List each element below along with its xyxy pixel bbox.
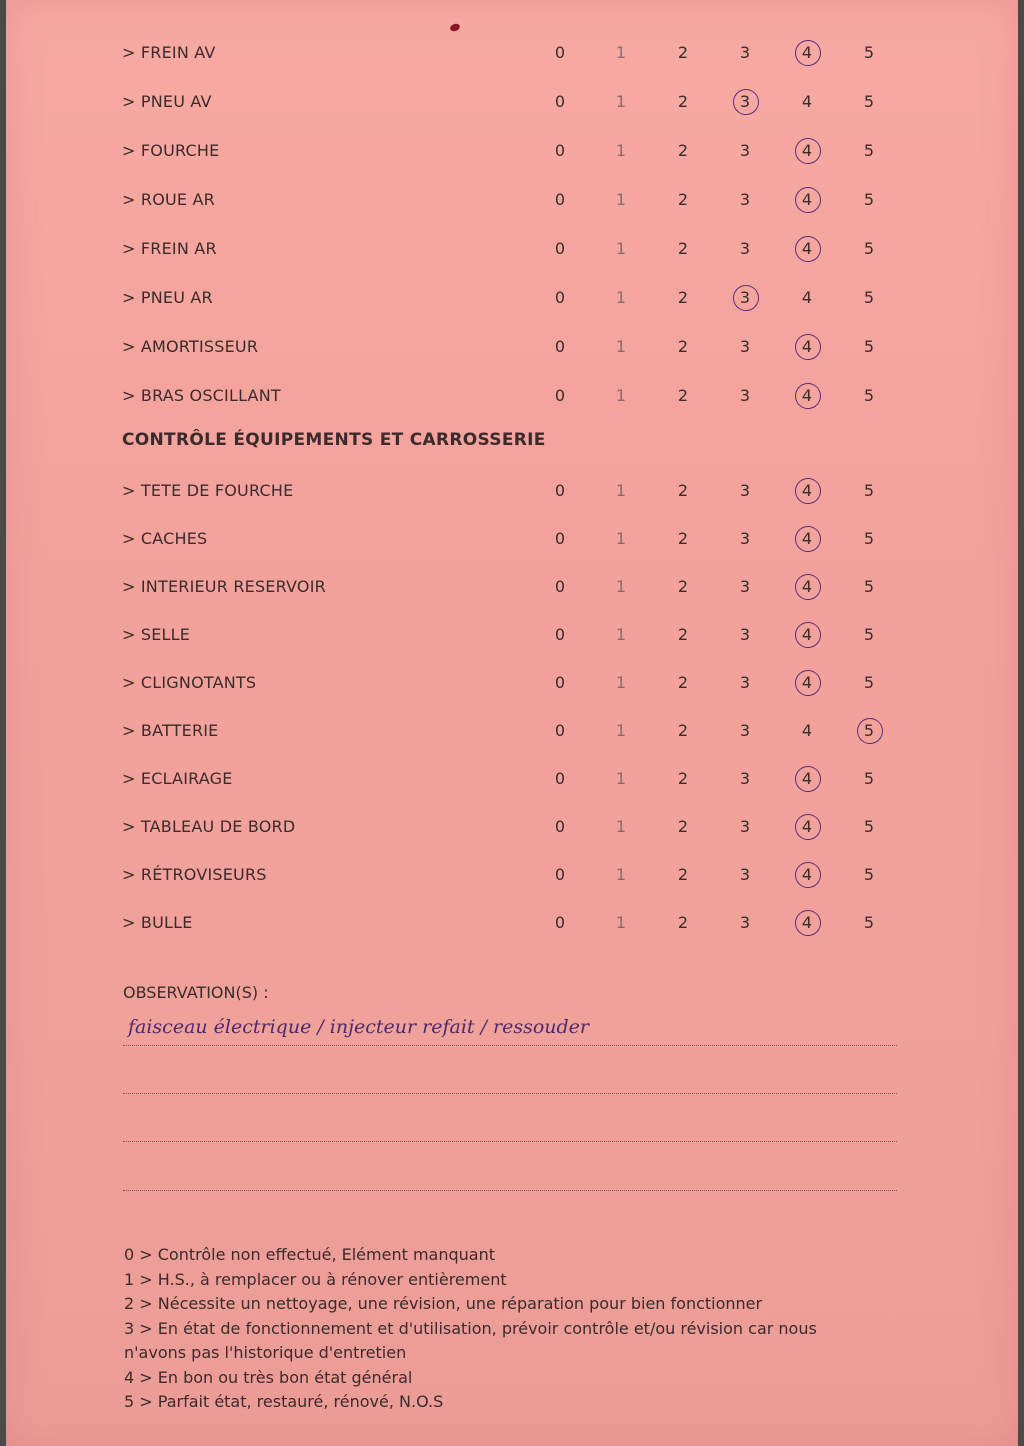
score-option[interactable]: 1 bbox=[615, 721, 627, 740]
score-option[interactable]: 1 bbox=[615, 913, 627, 932]
score-option[interactable]: 1 bbox=[615, 386, 627, 405]
checklist-row bbox=[6, 525, 1018, 555]
score-option[interactable]: 2 bbox=[677, 337, 689, 356]
score-option[interactable]: 1 bbox=[615, 92, 627, 111]
checklist-row bbox=[6, 235, 1018, 265]
observation-line bbox=[123, 1141, 897, 1142]
checklist-item-label: > CLIGNOTANTS bbox=[122, 673, 257, 692]
checklist-item-label: > FOURCHE bbox=[122, 141, 220, 160]
score-option[interactable]: 2 bbox=[677, 577, 689, 596]
checklist-row bbox=[6, 909, 1018, 939]
score-option[interactable]: 5 bbox=[863, 288, 875, 307]
score-option[interactable]: 5 bbox=[863, 625, 875, 644]
score-option[interactable]: 3 bbox=[739, 625, 751, 644]
score-option[interactable]: 3 bbox=[739, 769, 751, 788]
handwritten-observation: faisceau électrique / injecteur refait / ressouder bbox=[128, 1016, 590, 1038]
circled-score[interactable]: 4 bbox=[792, 141, 822, 160]
checklist-row bbox=[6, 88, 1018, 118]
score-option[interactable]: 3 bbox=[739, 577, 751, 596]
circled-score[interactable]: 4 bbox=[792, 43, 822, 62]
score-option[interactable]: 1 bbox=[615, 288, 627, 307]
circled-score[interactable]: 4 bbox=[792, 529, 822, 548]
score-option[interactable]: 2 bbox=[677, 141, 689, 160]
score-option[interactable]: 4 bbox=[801, 92, 813, 111]
score-option[interactable]: 3 bbox=[739, 721, 751, 740]
score-option[interactable]: 0 bbox=[554, 141, 566, 160]
legend-line: 4 > En bon ou très bon état général bbox=[124, 1367, 413, 1387]
score-option[interactable]: 0 bbox=[554, 92, 566, 111]
score-option[interactable]: 3 bbox=[739, 865, 751, 884]
checklist-item-label: > SELLE bbox=[122, 625, 191, 644]
inspection-sheet bbox=[6, 0, 1018, 1446]
circled-score[interactable]: 4 bbox=[792, 481, 822, 500]
score-option[interactable]: 0 bbox=[554, 769, 566, 788]
circled-score[interactable]: 5 bbox=[854, 721, 884, 740]
score-option[interactable]: 2 bbox=[677, 43, 689, 62]
score-option[interactable]: 1 bbox=[615, 239, 627, 258]
observations-title: OBSERVATION(S) : bbox=[123, 983, 269, 1002]
circled-score[interactable]: 4 bbox=[792, 190, 822, 209]
circled-score[interactable]: 4 bbox=[792, 386, 822, 405]
score-option[interactable]: 0 bbox=[554, 865, 566, 884]
score-option[interactable]: 3 bbox=[739, 337, 751, 356]
score-option[interactable]: 5 bbox=[863, 43, 875, 62]
score-option[interactable]: 1 bbox=[615, 817, 627, 836]
legend-line: 3 > En état de fonctionnement et d'utilisation, prévoir contrôle et/ou révision car nous bbox=[124, 1318, 817, 1338]
score-option[interactable]: 0 bbox=[554, 577, 566, 596]
checklist-item-label: > BRAS OSCILLANT bbox=[122, 386, 281, 405]
checklist-item-label: > TETE DE FOURCHE bbox=[122, 481, 294, 500]
score-option[interactable]: 2 bbox=[677, 239, 689, 258]
score-option[interactable]: 1 bbox=[615, 865, 627, 884]
score-option[interactable]: 2 bbox=[677, 673, 689, 692]
score-option[interactable]: 0 bbox=[554, 625, 566, 644]
score-option[interactable]: 1 bbox=[615, 529, 627, 548]
score-option[interactable]: 2 bbox=[677, 769, 689, 788]
score-option[interactable]: 2 bbox=[677, 288, 689, 307]
score-option[interactable]: 5 bbox=[863, 386, 875, 405]
score-option[interactable]: 4 bbox=[801, 721, 813, 740]
circled-score[interactable]: 4 bbox=[792, 239, 822, 258]
score-option[interactable]: 1 bbox=[615, 577, 627, 596]
legend-line: 1 > H.S., à remplacer ou à rénover entièrement bbox=[124, 1269, 507, 1289]
circled-score[interactable]: 4 bbox=[792, 769, 822, 788]
checklist-row bbox=[6, 813, 1018, 843]
section-title: CONTRÔLE ÉQUIPEMENTS ET CARROSSERIE bbox=[122, 430, 546, 450]
score-option[interactable]: 5 bbox=[863, 481, 875, 500]
circled-score[interactable]: 4 bbox=[792, 337, 822, 356]
score-option[interactable]: 5 bbox=[863, 239, 875, 258]
legend-line: 5 > Parfait état, restauré, rénové, N.O.S bbox=[124, 1392, 444, 1411]
circled-score[interactable]: 4 bbox=[792, 577, 822, 596]
score-option[interactable]: 2 bbox=[677, 625, 689, 644]
checklist-row bbox=[6, 382, 1018, 412]
score-option[interactable]: 0 bbox=[554, 673, 566, 692]
circled-score[interactable]: 4 bbox=[792, 865, 822, 884]
score-option[interactable]: 2 bbox=[677, 721, 689, 740]
checklist-item-label: > CACHES bbox=[122, 529, 208, 548]
circled-score[interactable]: 3 bbox=[730, 92, 760, 111]
legend-line: n'avons pas l'historique d'entretien bbox=[124, 1343, 407, 1362]
checklist-row bbox=[6, 477, 1018, 507]
score-option[interactable]: 2 bbox=[677, 529, 689, 548]
score-option[interactable]: 5 bbox=[863, 913, 875, 932]
score-option[interactable]: 5 bbox=[863, 865, 875, 884]
score-option[interactable]: 5 bbox=[863, 529, 875, 548]
score-option[interactable]: 5 bbox=[863, 673, 875, 692]
score-option[interactable]: 0 bbox=[554, 386, 566, 405]
score-option[interactable]: 0 bbox=[554, 529, 566, 548]
score-option[interactable]: 5 bbox=[863, 92, 875, 111]
checklist-item-label: > PNEU AR bbox=[122, 288, 213, 307]
score-option[interactable]: 3 bbox=[739, 141, 751, 160]
score-option[interactable]: 5 bbox=[863, 769, 875, 788]
checklist-item-label: > INTERIEUR RESERVOIR bbox=[122, 577, 326, 596]
score-option[interactable]: 0 bbox=[554, 190, 566, 209]
score-option[interactable]: 0 bbox=[554, 337, 566, 356]
score-option[interactable]: 0 bbox=[554, 481, 566, 500]
score-option[interactable]: 1 bbox=[615, 625, 627, 644]
score-option[interactable]: 2 bbox=[677, 481, 689, 500]
circled-score[interactable]: 4 bbox=[792, 673, 822, 692]
score-option[interactable]: 1 bbox=[615, 337, 627, 356]
score-option[interactable]: 3 bbox=[739, 43, 751, 62]
score-option[interactable]: 1 bbox=[615, 481, 627, 500]
score-option[interactable]: 1 bbox=[615, 673, 627, 692]
checklist-row bbox=[6, 137, 1018, 167]
checklist-item-label: > RÉTROVISEURS bbox=[122, 865, 267, 884]
score-option[interactable]: 0 bbox=[554, 239, 566, 258]
score-option[interactable]: 5 bbox=[863, 817, 875, 836]
checklist-row bbox=[6, 861, 1018, 891]
score-option[interactable]: 3 bbox=[739, 817, 751, 836]
checklist-item-label: > FREIN AV bbox=[122, 43, 216, 62]
observation-line bbox=[123, 1045, 897, 1046]
observation-line bbox=[123, 1093, 897, 1094]
score-option[interactable]: 0 bbox=[554, 817, 566, 836]
checklist-row bbox=[6, 39, 1018, 69]
score-option[interactable]: 1 bbox=[615, 769, 627, 788]
score-option[interactable]: 3 bbox=[739, 239, 751, 258]
checklist-row bbox=[6, 765, 1018, 795]
rating-legend bbox=[124, 1243, 904, 1415]
score-option[interactable]: 1 bbox=[615, 141, 627, 160]
score-option[interactable]: 0 bbox=[554, 913, 566, 932]
legend-line: 0 > Contrôle non effectué, Elément manquant bbox=[124, 1245, 495, 1264]
score-option[interactable]: 3 bbox=[739, 529, 751, 548]
checklist-item-label: > BATTERIE bbox=[122, 721, 219, 740]
score-option[interactable]: 5 bbox=[863, 141, 875, 160]
checklist-item-label: > PNEU AV bbox=[122, 92, 212, 111]
score-option[interactable]: 1 bbox=[615, 43, 627, 62]
checklist-row bbox=[6, 333, 1018, 363]
score-option[interactable]: 3 bbox=[739, 481, 751, 500]
score-option[interactable]: 3 bbox=[739, 190, 751, 209]
checklist-item-label: > ROUE AR bbox=[122, 190, 215, 209]
score-option[interactable]: 4 bbox=[801, 288, 813, 307]
score-option[interactable]: 5 bbox=[863, 337, 875, 356]
score-option[interactable]: 5 bbox=[863, 577, 875, 596]
circled-score[interactable]: 4 bbox=[792, 817, 822, 836]
score-option[interactable]: 3 bbox=[739, 673, 751, 692]
score-option[interactable]: 0 bbox=[554, 288, 566, 307]
legend-line: 2 > Nécessite un nettoyage, une révision, une réparation pour bien fonctionner bbox=[124, 1294, 763, 1313]
circled-score[interactable]: 3 bbox=[730, 288, 760, 307]
observation-line bbox=[123, 1190, 897, 1191]
score-option[interactable]: 2 bbox=[677, 913, 689, 932]
score-option[interactable]: 3 bbox=[739, 913, 751, 932]
checklist-item-label: > FREIN AR bbox=[122, 239, 217, 258]
score-option[interactable]: 2 bbox=[677, 817, 689, 836]
checklist-item-label: > ECLAIRAGE bbox=[122, 769, 233, 788]
score-option[interactable]: 5 bbox=[863, 190, 875, 209]
checklist-row bbox=[6, 573, 1018, 603]
score-option[interactable]: 2 bbox=[677, 190, 689, 209]
checklist-row bbox=[6, 669, 1018, 699]
score-option[interactable]: 2 bbox=[677, 386, 689, 405]
checklist-row bbox=[6, 284, 1018, 314]
circled-score[interactable]: 4 bbox=[792, 625, 822, 644]
checklist-item-label: > TABLEAU DE BORD bbox=[122, 817, 296, 836]
score-option[interactable]: 0 bbox=[554, 721, 566, 740]
ink-stain bbox=[449, 23, 461, 33]
score-option[interactable]: 2 bbox=[677, 865, 689, 884]
checklist-row bbox=[6, 186, 1018, 216]
checklist-item-label: > AMORTISSEUR bbox=[122, 337, 259, 356]
checklist-row bbox=[6, 621, 1018, 651]
score-option[interactable]: 0 bbox=[554, 43, 566, 62]
score-option[interactable]: 3 bbox=[739, 386, 751, 405]
checklist-item-label: > BULLE bbox=[122, 913, 193, 932]
circled-score[interactable]: 4 bbox=[792, 913, 822, 932]
score-option[interactable]: 2 bbox=[677, 92, 689, 111]
checklist-row bbox=[6, 717, 1018, 747]
score-option[interactable]: 1 bbox=[615, 190, 627, 209]
